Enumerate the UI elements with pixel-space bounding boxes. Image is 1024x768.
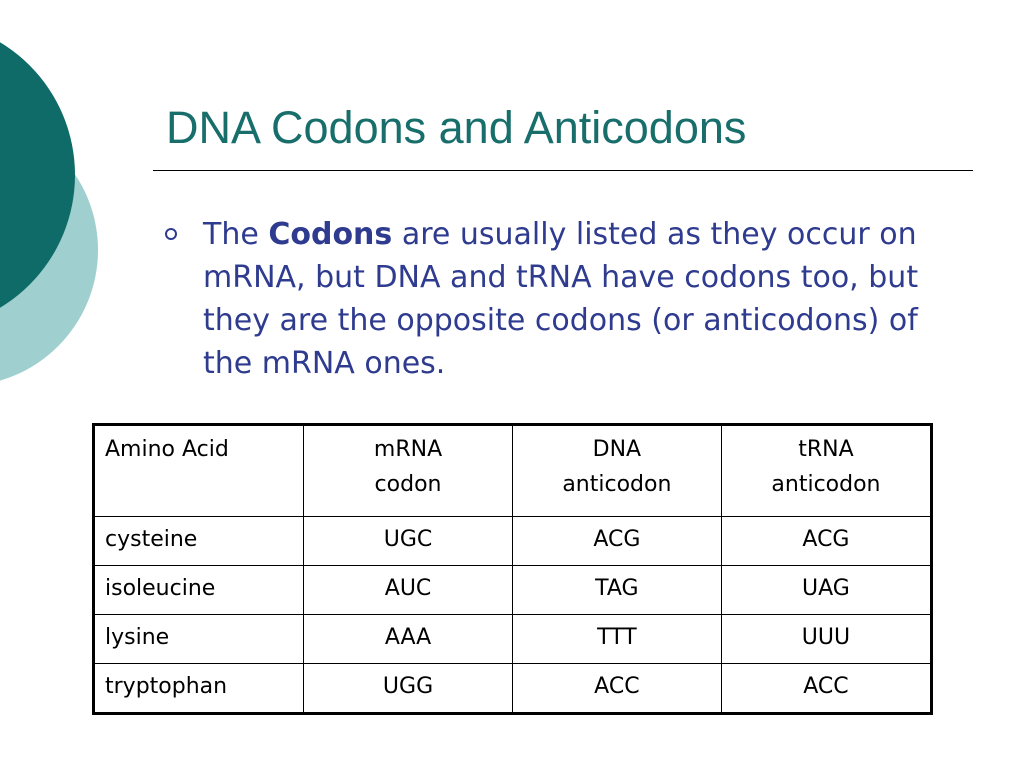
header-trna-anticodon xyxy=(721,425,931,517)
header-line: mRNA xyxy=(373,437,443,462)
table-row xyxy=(94,566,932,615)
cell-mrna: UGC xyxy=(304,517,513,566)
table-row xyxy=(94,664,932,714)
cell-dna: TAG xyxy=(512,566,721,615)
header-amino-acid-label: Amino Acid xyxy=(105,437,229,462)
header-line: anticodon xyxy=(771,472,881,497)
cell-dna: TTT xyxy=(512,615,721,664)
header-mrna-codon xyxy=(304,425,513,517)
cell-trna: UUU xyxy=(721,615,931,664)
cell-mrna: AUC xyxy=(304,566,513,615)
bullet-text xyxy=(203,213,923,385)
cell-dna: ACG xyxy=(512,517,721,566)
table-header-row xyxy=(94,425,932,517)
table-row xyxy=(94,615,932,664)
title-divider xyxy=(153,170,973,171)
cell-amino-acid: lysine xyxy=(94,615,304,664)
cell-trna: ACG xyxy=(721,517,931,566)
header-line: tRNA xyxy=(798,437,854,462)
header-line: codon xyxy=(374,472,442,497)
cell-amino-acid: cysteine xyxy=(94,517,304,566)
bullet-text-post: are usually listed as they occur on mRNA, but DNA and tRNA have codons too, but they are the opposite codons (or anticodons) of the mRNA ones. xyxy=(203,217,919,381)
codon-table xyxy=(92,423,933,715)
hollow-circle-bullet-icon xyxy=(165,228,177,240)
decorative-circles xyxy=(0,0,120,420)
cell-amino-acid: isoleucine xyxy=(94,566,304,615)
header-line: anticodon xyxy=(562,472,672,497)
cell-trna: UAG xyxy=(721,566,931,615)
table-row xyxy=(94,517,932,566)
cell-mrna: UGG xyxy=(304,664,513,714)
header-dna-anticodon xyxy=(512,425,721,517)
cell-amino-acid: tryptophan xyxy=(94,664,304,714)
header-amino-acid xyxy=(94,425,304,517)
cell-mrna: AAA xyxy=(304,615,513,664)
slide-title: DNA Codons and Anticodons xyxy=(166,102,747,153)
cell-trna: ACC xyxy=(721,664,931,714)
bullet-text-bold: Codons xyxy=(268,217,393,252)
bullet-text-pre: The xyxy=(203,217,269,252)
header-line: DNA xyxy=(592,437,642,462)
cell-dna: ACC xyxy=(512,664,721,714)
